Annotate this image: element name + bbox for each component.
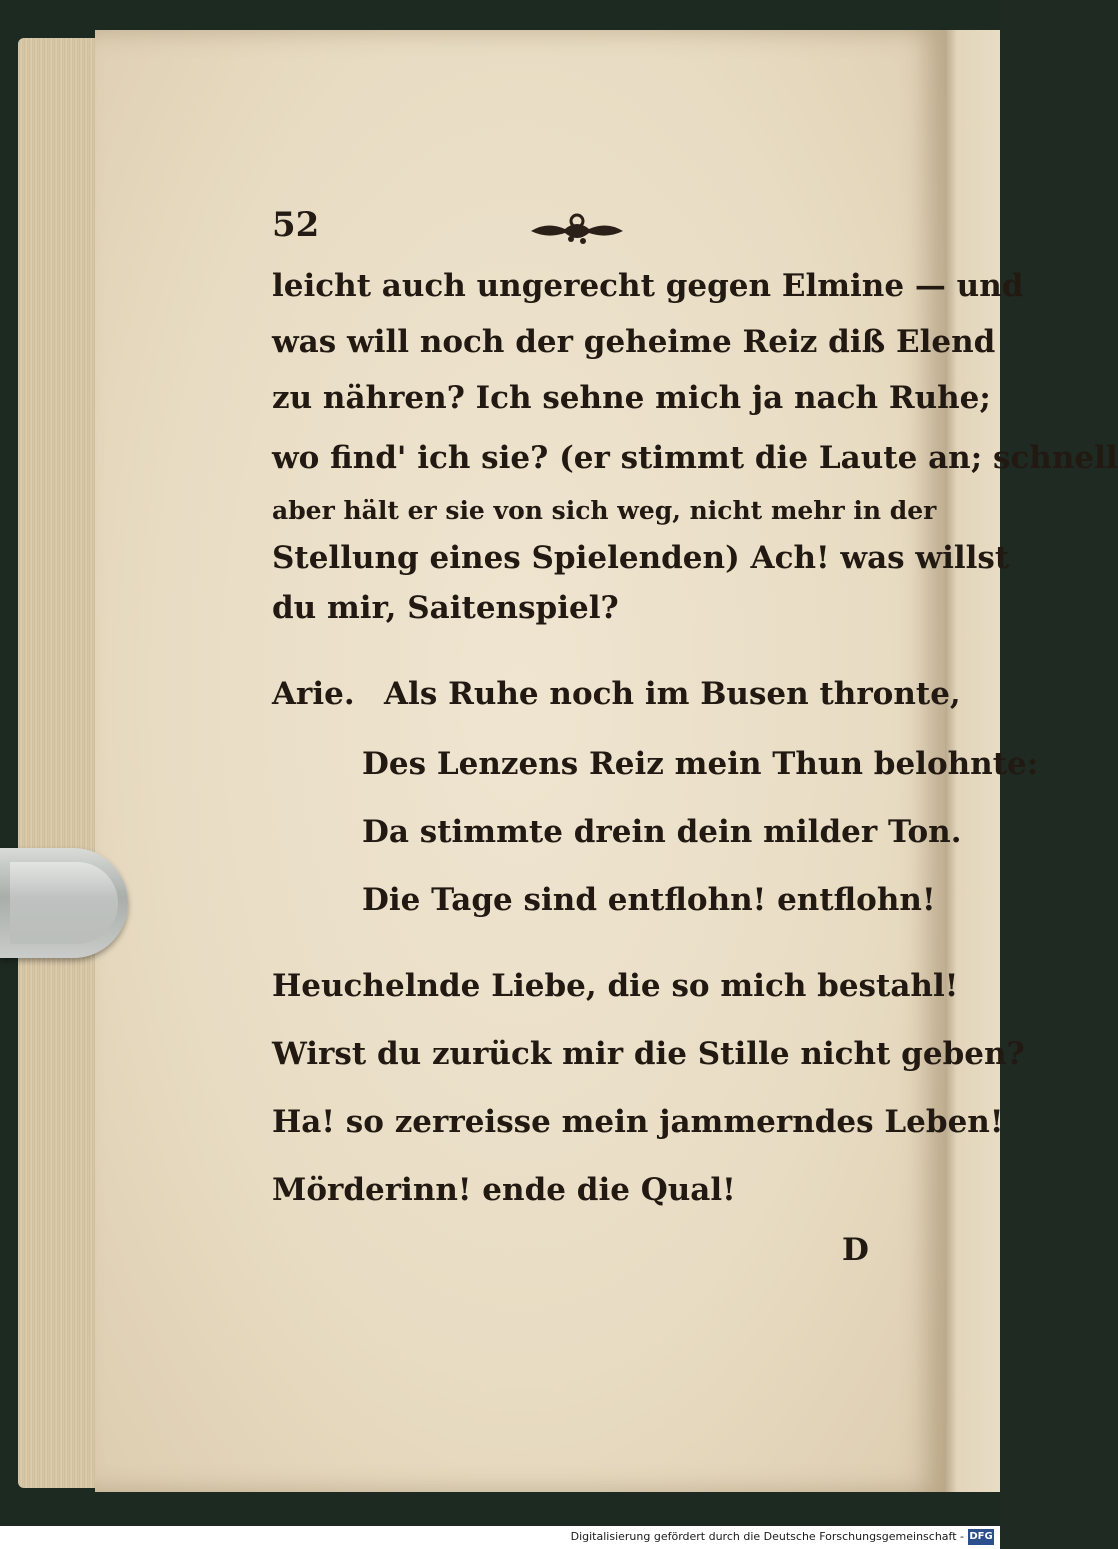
verse-line: Heuchelnde Liebe, die so mich bestahl! [272, 968, 959, 1004]
verse-line: Ha! so zerreisse mein jammerndes Leben! [272, 1104, 1004, 1140]
text-line: leicht auch ungerecht gegen Elmine — und [272, 268, 1024, 304]
text-line: zu nähren? Ich sehne mich ja nach Ruhe; [272, 380, 991, 416]
verse-line: Da stimmte drein dein milder Ton. [362, 814, 962, 850]
verse-line: Mörderinn! ende die Qual! [272, 1172, 736, 1208]
floral-ornament-icon [527, 211, 627, 249]
text-line: was will noch der geheime Reiz diß Elend [272, 324, 996, 360]
aria-label: Arie. [272, 676, 355, 712]
aria-first-line: Als Ruhe noch im Busen thronte, [384, 676, 961, 712]
page-header [272, 205, 882, 255]
text-line: wo find' ich sie? (er stimmt die Laute an; schnell [272, 440, 1118, 476]
text-line: du mir, Saitenspiel? [272, 590, 619, 626]
text-line: aber hält er sie von sich weg, nicht mehr in der [272, 496, 937, 525]
footer-bar [0, 1526, 1000, 1549]
text-line: Stellung eines Spielenden) Ach! was willst [272, 540, 1010, 576]
dfg-logo-icon: DFG [968, 1529, 994, 1545]
verse-line: Wirst du zurück mir die Stille nicht geben? [272, 1036, 1025, 1072]
verse-line: Die Tage sind entflohn! entflohn! [362, 882, 936, 918]
footer-credit: Digitalisierung gefördert durch die Deutsche Forschungsgemeinschaft - [570, 1530, 964, 1543]
verse-line: Des Lenzens Reiz mein Thun belohnte: [362, 746, 1039, 782]
catchword: D [842, 1232, 869, 1268]
page-number: 52 [272, 205, 320, 245]
page-clip-highlight [10, 862, 118, 944]
